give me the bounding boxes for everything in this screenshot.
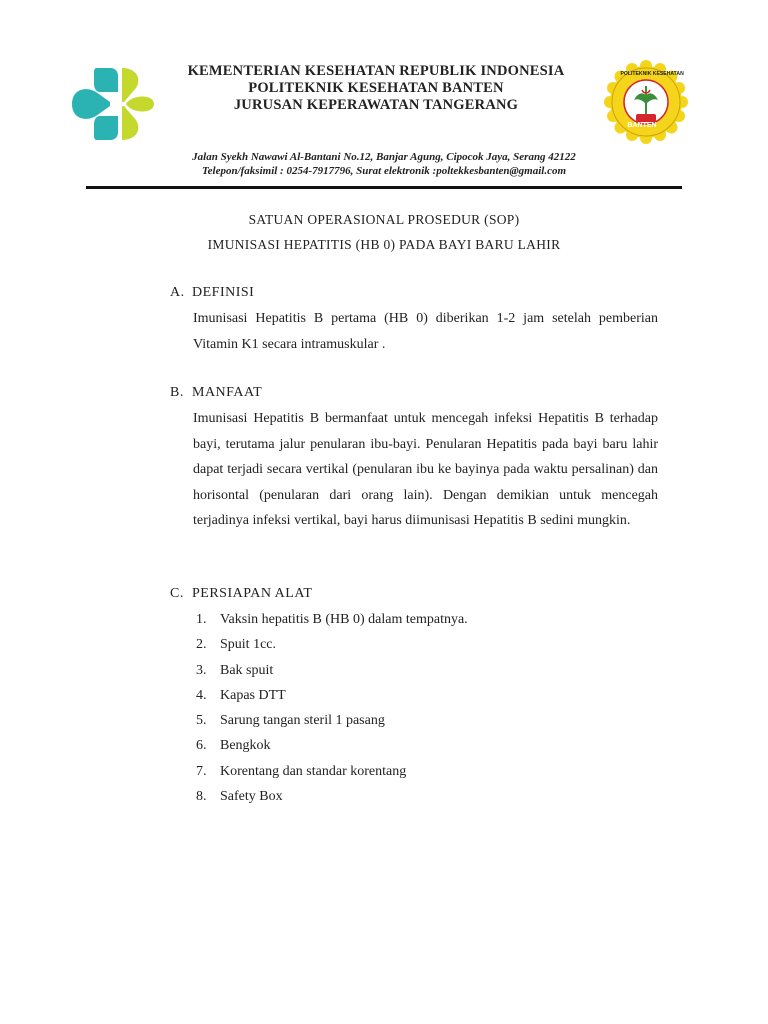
list-number: 8.: [196, 789, 207, 804]
header-divider: [86, 186, 682, 189]
institution-name: POLITEKNIK KESEHATAN BANTEN: [248, 80, 504, 96]
list-text: Spuit 1cc.: [220, 637, 276, 652]
list-text: Sarung tangan steril 1 pasang: [220, 713, 385, 728]
list-item: [196, 612, 468, 628]
list-number: 4.: [196, 688, 207, 703]
list-number: 6.: [196, 738, 207, 753]
section-a-letter: A.: [170, 285, 185, 300]
list-text: Bak spuit: [220, 663, 274, 678]
section-a-title: DEFINISI: [192, 285, 255, 300]
list-number: 7.: [196, 764, 207, 779]
list-item: [196, 789, 283, 805]
ministry-name: KEMENTERIAN KESEHATAN REPUBLIK INDONESIA: [187, 63, 565, 79]
department-name: JURUSAN KEPERAWATAN TANGERANG: [233, 97, 519, 113]
document-title: SATUAN OPERASIONAL PROSEDUR (SOP): [248, 212, 520, 227]
section-c-heading: [170, 586, 312, 602]
list-item: [196, 738, 271, 754]
section-b-letter: B.: [170, 385, 184, 400]
section-a-body: Imunisasi Hepatitis B pertama (HB 0) diberikan 1-2 jam setelah pemberian Vitamin K1 secara intramuskular .: [193, 311, 658, 352]
document-subtitle: IMUNISASI HEPATITIS (HB 0) PADA BAYI BARU LAHIR: [207, 237, 561, 252]
list-number: 5.: [196, 713, 207, 728]
address-line: Jalan Syekh Nawawi Al-Bantani No.12, Banjar Agung, Cipocok Jaya, Serang 42122: [192, 151, 576, 163]
section-b-title: MANFAAT: [192, 385, 263, 400]
section-c-letter: C.: [170, 586, 184, 601]
section-b-heading: [170, 385, 262, 401]
list-item: [196, 688, 286, 704]
list-number: 3.: [196, 663, 207, 678]
list-item: [196, 713, 385, 729]
list-text: Bengkok: [220, 738, 271, 753]
list-text: Kapas DTT: [220, 688, 286, 703]
list-number: 1.: [196, 612, 207, 627]
list-text: Safety Box: [220, 789, 283, 804]
list-number: 2.: [196, 637, 207, 652]
contact-line: Telepon/faksimil : 0254-7917796, Surat elektronik :poltekkesbanten@gmail.com: [201, 165, 567, 177]
list-text: Vaksin hepatitis B (HB 0) dalam tempatnya.: [220, 612, 468, 627]
list-item: [196, 637, 276, 653]
seal-text-top: POLITEKNIK KESEHATAN: [620, 71, 684, 77]
list-item: [196, 663, 273, 679]
list-item: [196, 764, 406, 780]
kemenkes-logo: [66, 64, 156, 144]
list-text: Korentang dan standar korentang: [220, 764, 407, 779]
section-c-title: PERSIAPAN ALAT: [192, 586, 313, 601]
seal-text-bottom: BANTEN: [627, 122, 657, 129]
section-b-body: Imunisasi Hepatitis B bermanfaat untuk mencegah infeksi Hepatitis B terhadap bayi, terutama jalur penularan ibu-bayi. Penularan Hepatitis pada bayi baru lahir dapat terjadi secara vertikal (penularan ibu ke bayinya pada waktu persalinan) dan horisontal (penularan dari orang lain). Dengan demikian untuk mencegah terjadinya infeksi vertikal, bayi harus diimunisasi Hepatitis B sedini mungkin.: [193, 411, 658, 528]
section-a-heading: [170, 285, 254, 301]
